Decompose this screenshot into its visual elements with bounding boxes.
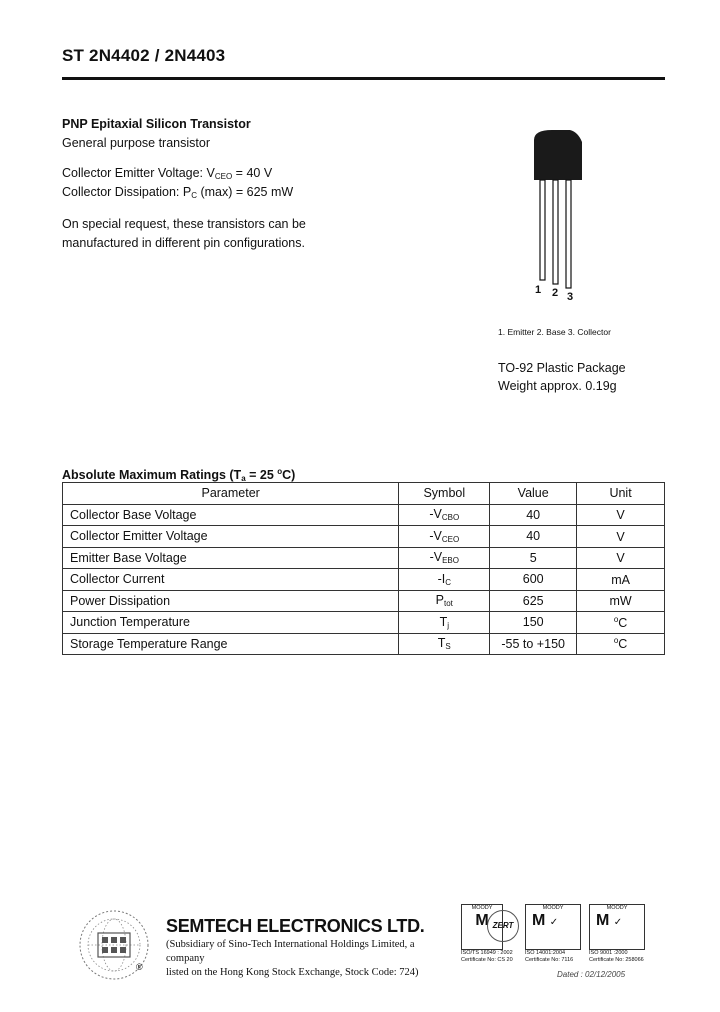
note-line-1: On special request, these transistors can be [62, 217, 306, 231]
transistor-purpose: General purpose transistor [62, 136, 210, 150]
row-symbol: $-V_{CBO}$ [399, 504, 490, 526]
pin-1-lead [540, 180, 545, 280]
row-value: 5 [490, 547, 577, 569]
document-date: Dated : 02/12/2005 [557, 970, 626, 979]
pc-prefix: Collector Dissipation: P [62, 185, 192, 199]
row-unit: mA [577, 569, 665, 591]
ratings-table [62, 482, 665, 655]
subsidiary-line-1: (Subsidiary of Sino-Tech International Holdings Limited, a company [166, 939, 415, 964]
header-symbol: Symbol [399, 483, 490, 505]
note-line-2: manufactured in different pin configurations. [62, 236, 305, 250]
row-value: 600 [490, 569, 577, 591]
pc-value: (max) = 625 mW [197, 185, 294, 199]
row-value: -55 to +150 [490, 633, 577, 655]
cert-3-text: ISO 9001 :2000 Certificate No: 258066 [589, 950, 644, 963]
row-parameter: Collector Current [63, 569, 399, 591]
moody-m-icon: M ✓ [596, 912, 623, 929]
page-title: ST 2N4402 / 2N4403 [62, 46, 226, 65]
table-row [63, 504, 665, 526]
pin-labels: 1. Emitter 2. Base 3. Collector [498, 327, 611, 337]
caption-prefix: Absolute Maximum Ratings (T [62, 468, 242, 482]
subsidiary-line-2: listed on the Hong Kong Stock Exchange, Stock Code: 724) [166, 967, 419, 978]
table-row [63, 590, 665, 612]
moody-m-icon: M ✓ [532, 912, 559, 929]
row-value: 40 [490, 504, 577, 526]
row-value: 625 [490, 590, 577, 612]
row-parameter: Collector Base Voltage [63, 504, 399, 526]
transistor-body [534, 130, 582, 180]
pin-2-lead [553, 180, 558, 284]
vceo-prefix: Collector Emitter Voltage: V [62, 166, 215, 180]
row-parameter: Power Dissipation [63, 590, 399, 612]
cert-badge-iso9001: MOODY M ✓ [589, 904, 645, 950]
row-unit: $^o$C [577, 633, 665, 655]
cert-1-text: ISO/TS 16949 : 2002 Certificate No: CS 20 [461, 950, 513, 963]
pin-3-lead [566, 180, 571, 288]
pc-spec [62, 183, 293, 205]
row-value: 40 [490, 526, 577, 548]
caption-mid: = 25 [245, 468, 278, 482]
table-row [63, 526, 665, 548]
header-parameter: Parameter [63, 483, 399, 505]
header-unit: Unit [577, 483, 665, 505]
row-symbol: $-V_{CEO}$ [399, 526, 490, 548]
package-weight: Weight approx. 0.19g [498, 379, 617, 393]
cert-2-text: ISO 14001:2004 Certificate No: 7116 [525, 950, 574, 963]
table-row [63, 547, 665, 569]
pc-sub: C [191, 191, 197, 200]
cert-badge-ts16949: MOODY M [461, 904, 503, 950]
zert-seal: ZERT [487, 910, 519, 942]
row-symbol: $-I_C$ [399, 569, 490, 591]
row-unit: mW [577, 590, 665, 612]
vceo-sub: CEO [214, 172, 233, 181]
row-parameter: Collector Emitter Voltage [63, 526, 399, 548]
subsidiary-note [166, 938, 436, 980]
registered-mark: ® [136, 962, 143, 972]
row-unit: V [577, 504, 665, 526]
table-row [63, 569, 665, 591]
table-header-row [63, 483, 665, 505]
row-value: 150 [490, 612, 577, 634]
pin-2-number: 2 [552, 287, 559, 299]
title-rule [62, 77, 665, 80]
header-value: Value [490, 483, 577, 505]
row-unit: $^o$C [577, 612, 665, 634]
row-symbol: $T_j$ [399, 612, 490, 634]
table-row [63, 612, 665, 634]
row-parameter: Emitter Base Voltage [63, 547, 399, 569]
vceo-value: = 40 V [232, 166, 273, 180]
company-name: SEMTECH ELECTRONICS LTD. [166, 916, 425, 936]
moody-m-icon: M [475, 912, 489, 929]
row-unit: V [577, 547, 665, 569]
row-parameter: Storage Temperature Range [63, 633, 399, 655]
pin-3-number: 3 [567, 291, 574, 303]
row-parameter: Junction Temperature [63, 612, 399, 634]
table-row [63, 633, 665, 655]
row-unit: V [577, 526, 665, 548]
cert-badge-iso14001: MOODY M ✓ [525, 904, 581, 950]
pin-1-number: 1 [535, 284, 542, 296]
caption-sup: o [277, 467, 283, 476]
row-symbol: $-V_{EBO}$ [399, 547, 490, 569]
caption-sub: a [241, 474, 246, 483]
transistor-type: PNP Epitaxial Silicon Transistor [62, 117, 251, 131]
row-symbol: $P_{tot}$ [399, 590, 490, 612]
caption-suffix: C) [282, 468, 296, 482]
to92-transistor-image [530, 128, 590, 303]
row-symbol: $T_S$ [399, 633, 490, 655]
package-type: TO-92 Plastic Package [498, 361, 626, 375]
